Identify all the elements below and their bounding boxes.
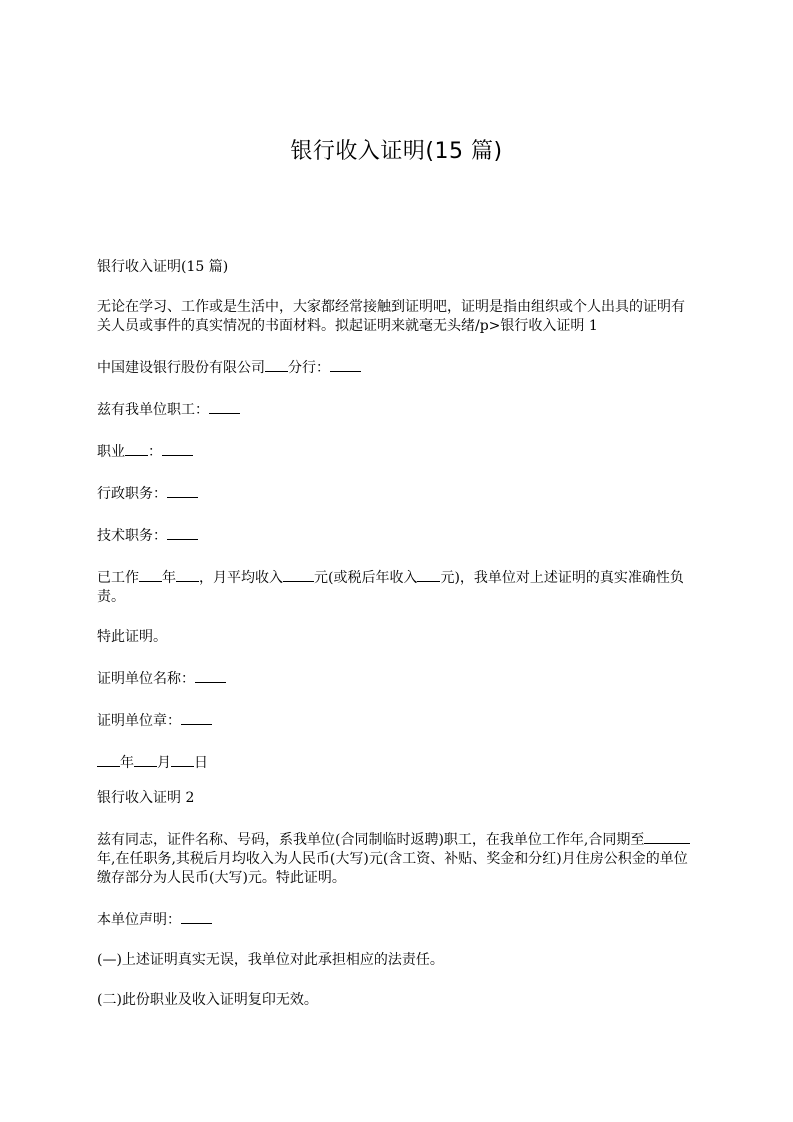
blank-line	[176, 567, 199, 582]
work-text: ，月平均收入	[199, 570, 283, 586]
occupation-line	[97, 441, 697, 462]
document-title: 银行收入证明(15 篇)	[290, 139, 503, 164]
tech-post-line	[97, 525, 697, 546]
tech-post-label: 技术职务：	[97, 528, 167, 544]
branch-label: 分行：	[288, 360, 330, 376]
unit-name-label: 证明单位名称：	[97, 671, 195, 687]
unit-seal-line	[97, 710, 697, 731]
bank-branch-line	[97, 357, 697, 378]
date-year-label: 年	[120, 755, 134, 771]
work-text: 元)，我单位对上述证明的真实准确性负责。	[97, 570, 684, 605]
blank-line	[644, 829, 690, 844]
blank-line	[417, 567, 440, 582]
blank-line	[171, 752, 194, 767]
occupation-colon: ：	[148, 444, 162, 460]
blank-line	[181, 710, 212, 725]
cert2-heading: 银行收入证明 2	[97, 790, 195, 806]
work-text: 年	[162, 570, 176, 586]
blank-line	[125, 441, 148, 456]
blank-line	[283, 567, 314, 582]
statement-label: 本单位声明：	[97, 912, 181, 928]
employee-label: 兹有我单位职工：	[97, 402, 209, 418]
unit-seal-label: 证明单位章：	[97, 713, 181, 729]
cert2-body-text: 年,在任职务,其税后月均收入为人民币(大写)元(含工资、补贴、奖金和分红)月住房公积金的单位缴存部分为人民币(大写)元。特此证明。	[97, 851, 688, 886]
occupation-label: 职业	[97, 444, 125, 460]
subtitle-paragraph: 银行收入证明(15 篇)	[97, 259, 229, 275]
blank-line	[139, 567, 162, 582]
date-month-label: 月	[157, 755, 171, 771]
blank-line	[265, 357, 288, 372]
blank-line	[195, 668, 226, 683]
date-day-label: 日	[194, 755, 208, 771]
work-text: 元(或税后年收入	[314, 570, 418, 586]
clause-1: (—)上述证明真实无误，我单位对此承担相应的法责任。	[97, 952, 444, 968]
blank-line	[97, 752, 120, 767]
work-text: 已工作	[97, 570, 139, 586]
blank-line	[167, 483, 198, 498]
unit-name-line	[97, 668, 697, 689]
statement-line	[97, 909, 697, 930]
admin-post-line	[97, 483, 697, 504]
work-income-paragraph	[97, 567, 697, 607]
blank-line	[167, 525, 198, 540]
clause-2: (二)此份职业及收入证明复印无效。	[97, 992, 318, 1008]
date-line	[97, 752, 697, 773]
blank-line	[162, 441, 193, 456]
blank-line	[209, 399, 240, 414]
document-body	[97, 258, 697, 1010]
bank-name-text: 中国建设银行股份有限公司	[97, 360, 265, 376]
blank-line	[134, 752, 157, 767]
blank-line	[330, 357, 361, 372]
employee-line	[97, 399, 697, 420]
hereby-line: 特此证明。	[97, 629, 167, 645]
cert2-body-paragraph	[97, 829, 697, 888]
cert2-body-text: 兹有同志，证件名称、号码，系我单位(合同制临时返聘)职工，在我单位工作年,合同期至	[97, 832, 645, 848]
blank-line	[181, 909, 212, 924]
admin-post-label: 行政职务：	[97, 486, 167, 502]
intro-paragraph: 无论在学习、工作或是生活中，大家都经常接触到证明吧，证明是指由组织或个人出具的证明有关人员或事件的真实情况的书面材料。拟起证明来就毫无头绪/p>银行收入证明 1	[97, 299, 685, 334]
